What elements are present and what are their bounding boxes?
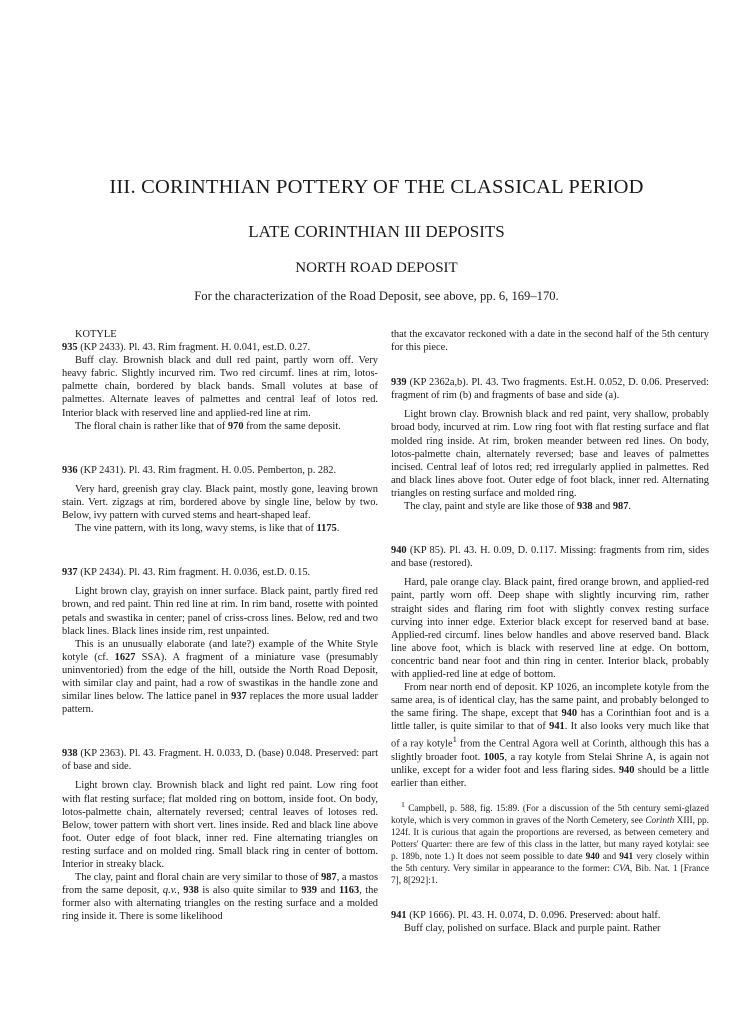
catalog-reference: 1627 <box>114 651 136 663</box>
catalog-reference: 937 <box>231 691 247 703</box>
subsection-title: NORTH ROAD DEPOSIT <box>295 260 458 276</box>
entry-935-description: Buff clay. Brownish black and dull red paint, partly worn off. Very heavy fabric. Slightly incurved rim. Two red circumf. lines at rim, lotos-palmette chain, bordered by black bands. Small volutes at base of palmettes. Alternate leaves of palmettes and central leaf of lotos red. Interior black with reserved line and applied-red line at rim. <box>62 355 378 419</box>
footnote-marker: 1 <box>452 734 457 745</box>
entry-936-heading: 936 (KP 2431). Pl. 43. Rim fragment. H. 0.05. Pemberton, p. 282. <box>62 464 337 476</box>
entry-941-heading: 941 (KP 1666). Pl. 43. H. 0.074, D. 0.096. Preserved: about half. <box>391 910 661 922</box>
catalog-reference: 940 <box>561 708 578 720</box>
catalog-reference: 987 <box>321 872 337 884</box>
entry-number: 939 <box>391 377 407 389</box>
catalog-reference: 938 <box>577 501 593 513</box>
entry-938-description: Light brown clay. Brownish black and light red paint. Low ring foot with flat resting surface; flat molded ring on bottom, inside foot. On body, lotos-palmette chain, alternately reversed; central leaves of lotoses red. Below, tower pattern with short vert. lines inside. Red and black line above foot. Outer edge of foot black, inner red. Fine alternating triangles on resting surface and on molded ring. Small black ring in center of bottom. Interior in streaky black. <box>62 780 378 870</box>
entry-940-description: Hard, pale orange clay. Black paint, fired orange brown, and applied-red paint, partly worn off. Deep shape with slightly incurving rim, rather straight sides and flaring rim foot with slightly convex resting surface curving into inner edge. Exterior black except for reserved band at base. Applied-red circumf. lines below handles and above reserved band. Black line above foot, which is black with reserved line at edge. On bottom, concentric band near foot and thin ring in center. Interior black, probably with applied-red line at edge of bottom. <box>391 577 709 680</box>
entry-937-heading: 937 (KP 2434). Pl. 43. Rim fragment. H. 0.036, est.D. 0.15. <box>62 567 311 579</box>
entry-936-description: Very hard, greenish gray clay. Black paint, mostly gone, leaving brown stain. Vert. zigzags at rim, bordered above by single line, below by two. Below, ivy pattern with curved stems and heart-shaped leaf. <box>62 483 378 522</box>
footnote-text: $^1$ Campbell, p. 588, fig. 15:89. (For a discussion of the 5th century semi-glazed kotyle, which is very common in graves of the North Cemetery, see Corinth XIII, pp. 124f. It is curious that again the proportions are reversed, as between cemetery and Potters' Quarter: there are few of this class in the latter, but many rayed kotylai: see p. 189b, note 1.) It does not seem possible to date 940 and 941 very closely within the 5th century. Very similar in appearance to the former: CVA, Bib. Nat. 1 [France 7], 8[292]:1. <box>391 800 709 887</box>
catalog-reference: 941 <box>619 852 634 863</box>
entry-939-comment: The clay, paint and style are like those of 938 and 987. <box>404 501 632 513</box>
entry-939-description: Light brown clay. Brownish black and red paint, very shallow, probably broad body, incurved at rim. Low ring foot with flat resting surface and flat molded ring inside. At rim, broken meander between red lines. On body, lotos-palmette chain, alternately reversed; base and leaves of palmettes incised. Central leaf of lotos red; red irregularly applied in palmettes. Red and black lines above foot. Outer edge of foot black, inner red. Alternating triangles on resting surface and molded ring. <box>391 409 709 499</box>
entry-940-comment: From near north end of deposit. KP 1026, an incomplete kotyle from the same area, is of identical clay, has the same paint, and probably belonged to the same firing. The shape, except that 940 has a Corinthian foot and is a little taller, is quite similar to that of 941. It also looks very much like that of a ray kotyle$^1$ from the Central Agora well at Corinth, although this has a slightly broader foot. 1005, a ray kotyle from Stelai Shrine A, is again not unlike, except for a wider foot and less flaring sides. 940 should be a little earlier than either. <box>391 682 710 790</box>
intro-note: For the characterization of the Road Deposit, see above, pp. 6, 169–170. <box>194 289 559 303</box>
catalog-reference: 1005 <box>483 752 505 763</box>
entry-number: 937 <box>62 567 78 579</box>
footnote-number: 1 <box>401 800 405 810</box>
catalog-reference: 938 <box>183 885 199 897</box>
entry-937-comment: This is an unusually elaborate (and late?) example of the White Style kotyle (cf. 1627 SSA). A fragment of a miniature vase (presumably uninventoried) from the edge of the hill, outside the North Road Deposit, with similar clay and paint, had a row of swastikas in the handle zone and similar lines below. The lattice panel in 937 replaces the more usual ladder pattern. <box>62 638 379 716</box>
catalog-reference: 970 <box>227 420 244 432</box>
section-label-kotyle: KOTYLE <box>75 329 117 340</box>
entry-number: 935 <box>62 342 78 354</box>
entry-940-heading: 940 (KP 85). Pl. 43. H. 0.09, D. 0.117. Missing: fragments from rim, sides and base (restored). <box>391 545 709 570</box>
left-column <box>62 328 378 923</box>
catalog-reference: 939 <box>301 885 317 897</box>
catalog-reference: 941 <box>549 721 565 733</box>
footnote <box>391 799 709 887</box>
entry-number: 941 <box>391 910 407 922</box>
chapter-title: III. CORINTHIAN POTTERY OF THE CLASSICAL PERIOD <box>109 176 644 198</box>
entry-941-description: Buff clay, polished on surface. Black and purple paint. Rather <box>404 923 661 935</box>
entry-935-comment: The floral chain is rather like that of 970 from the same deposit. <box>75 420 341 432</box>
entry-938-comment: The clay, paint and floral chain are very similar to those of 987, a mastos from the same deposit, q.v., 938 is also quite similar to 939 and 1163, the former also with alternating triangles on the resting surface and a molded ring inside it. There is some likelihood <box>62 872 378 923</box>
catalog-reference: 940 <box>618 765 635 777</box>
entry-939-heading: 939 (KP 2362a,b). Pl. 43. Two fragments. Est.H. 0.052, D. 0.06. Preserved: fragment of rim (b) and fragments of base and side (a). <box>391 377 709 402</box>
section-title: LATE CORINTHIAN III DEPOSITS <box>248 222 505 241</box>
entry-number: 938 <box>62 748 78 760</box>
catalog-reference: 987 <box>612 501 629 513</box>
right-column <box>391 328 709 936</box>
entry-number: 940 <box>391 545 407 557</box>
catalog-reference: 1175 <box>316 523 337 535</box>
entry-935-heading: 935 (KP 2433). Pl. 43. Rim fragment. H. 0.041, est.D. 0.27. <box>62 342 311 354</box>
entry-938-heading: 938 (KP 2363). Pl. 43. Fragment. H. 0.033, D. (base) 0.048. Preserved: part of base and side. <box>62 748 378 773</box>
entry-937-description: Light brown clay, grayish on inner surface. Black paint, partly fired red brown, and red paint. Thin red line at rim. In rim band, rosette with pointed petals and swastika in center; panel of criss-cross lines. Below, red and two black lines. Black lines inside rim, rest unpainted. <box>62 586 378 637</box>
entry-936-comment: The vine pattern, with its long, wavy stems, is like that of 1175. <box>75 523 340 535</box>
carryover-text: that the excavator reckoned with a date in the second half of the 5th century for this piece. <box>391 329 709 354</box>
catalog-reference: 940 <box>585 852 600 863</box>
entry-number: 936 <box>62 464 78 476</box>
catalog-reference: 1163 <box>338 885 360 897</box>
